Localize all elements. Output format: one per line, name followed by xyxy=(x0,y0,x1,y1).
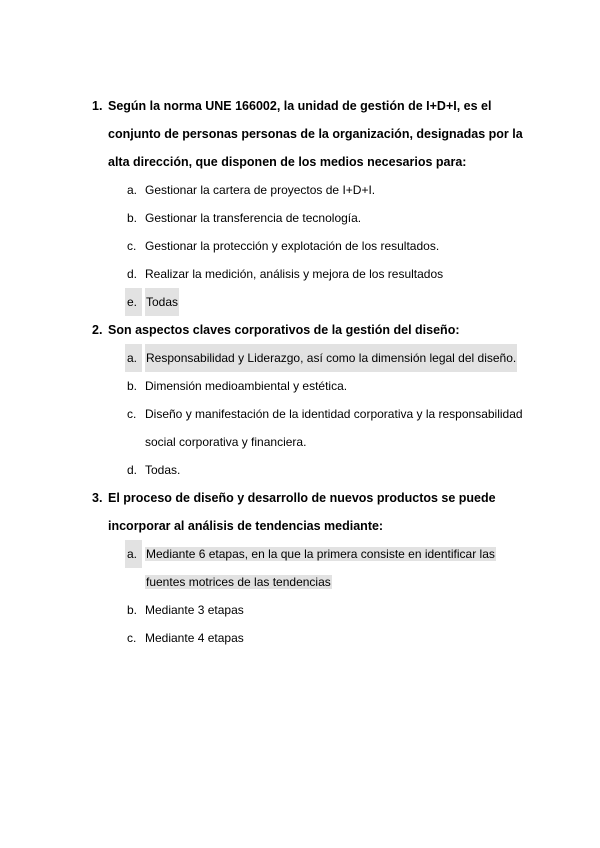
option-letter: b. xyxy=(127,603,138,617)
option-letter: a. xyxy=(125,344,142,372)
option-text: Mediante 4 etapas xyxy=(145,631,244,645)
option-text-line: fuentes motrices de las tendencias xyxy=(146,575,331,589)
option-letter: b. xyxy=(127,211,138,225)
option-text-line: Diseño y manifestación de la identidad corporativa y la responsabilidad xyxy=(145,407,523,421)
question-text-line: conjunto de personas personas de la organización, designadas por la xyxy=(108,127,523,141)
option-text xyxy=(145,400,523,456)
option-letter: c. xyxy=(127,239,137,253)
option-text: Todas. xyxy=(145,463,181,477)
question-text xyxy=(108,92,528,176)
option-letter: a. xyxy=(125,540,142,568)
question-number: 3. xyxy=(92,491,103,505)
option-letter: c. xyxy=(127,407,137,421)
option-text-highlighted xyxy=(145,540,496,596)
option-text-highlighted: Responsabilidad y Liderazgo, así como la dimensión legal del diseño. xyxy=(145,344,517,372)
option-text: Dimensión medioambiental y estética. xyxy=(145,379,348,393)
option-letter: d. xyxy=(127,267,138,281)
question-text xyxy=(108,316,528,344)
option-text: Gestionar la cartera de proyectos de I+D+I. xyxy=(145,183,376,197)
question-number: 1. xyxy=(92,99,103,113)
option-text: Realizar la medición, análisis y mejora de los resultados xyxy=(145,267,444,281)
question-text-line: Son aspectos claves corporativos de la gestión del diseño: xyxy=(108,323,460,337)
option-text: Gestionar la transferencia de tecnología. xyxy=(145,211,362,225)
question-number: 2. xyxy=(92,323,103,337)
option-letter: c. xyxy=(127,631,137,645)
option-letter: d. xyxy=(127,463,138,477)
question-text-line: incorporar al análisis de tendencias mediante: xyxy=(108,519,384,533)
question-text-line: Según la norma UNE 166002, la unidad de gestión de I+D+I, es el xyxy=(108,99,492,113)
option-text: Mediante 3 etapas xyxy=(145,603,244,617)
question-text xyxy=(108,484,528,540)
option-text-line: Mediante 6 etapas, en la que la primera consiste en identificar las xyxy=(146,547,495,561)
option-text-highlighted: Todas xyxy=(145,288,179,316)
option-text-line: social corporativa y financiera. xyxy=(145,435,307,449)
option-letter: e. xyxy=(125,288,142,316)
question-text-line: alta dirección, que disponen de los medios necesarios para: xyxy=(108,155,467,169)
option-letter: a. xyxy=(127,183,138,197)
option-text: Gestionar la protección y explotación de los resultados. xyxy=(145,239,440,253)
question-text-line: El proceso de diseño y desarrollo de nuevos productos se puede xyxy=(108,491,496,505)
option-letter: b. xyxy=(127,379,138,393)
